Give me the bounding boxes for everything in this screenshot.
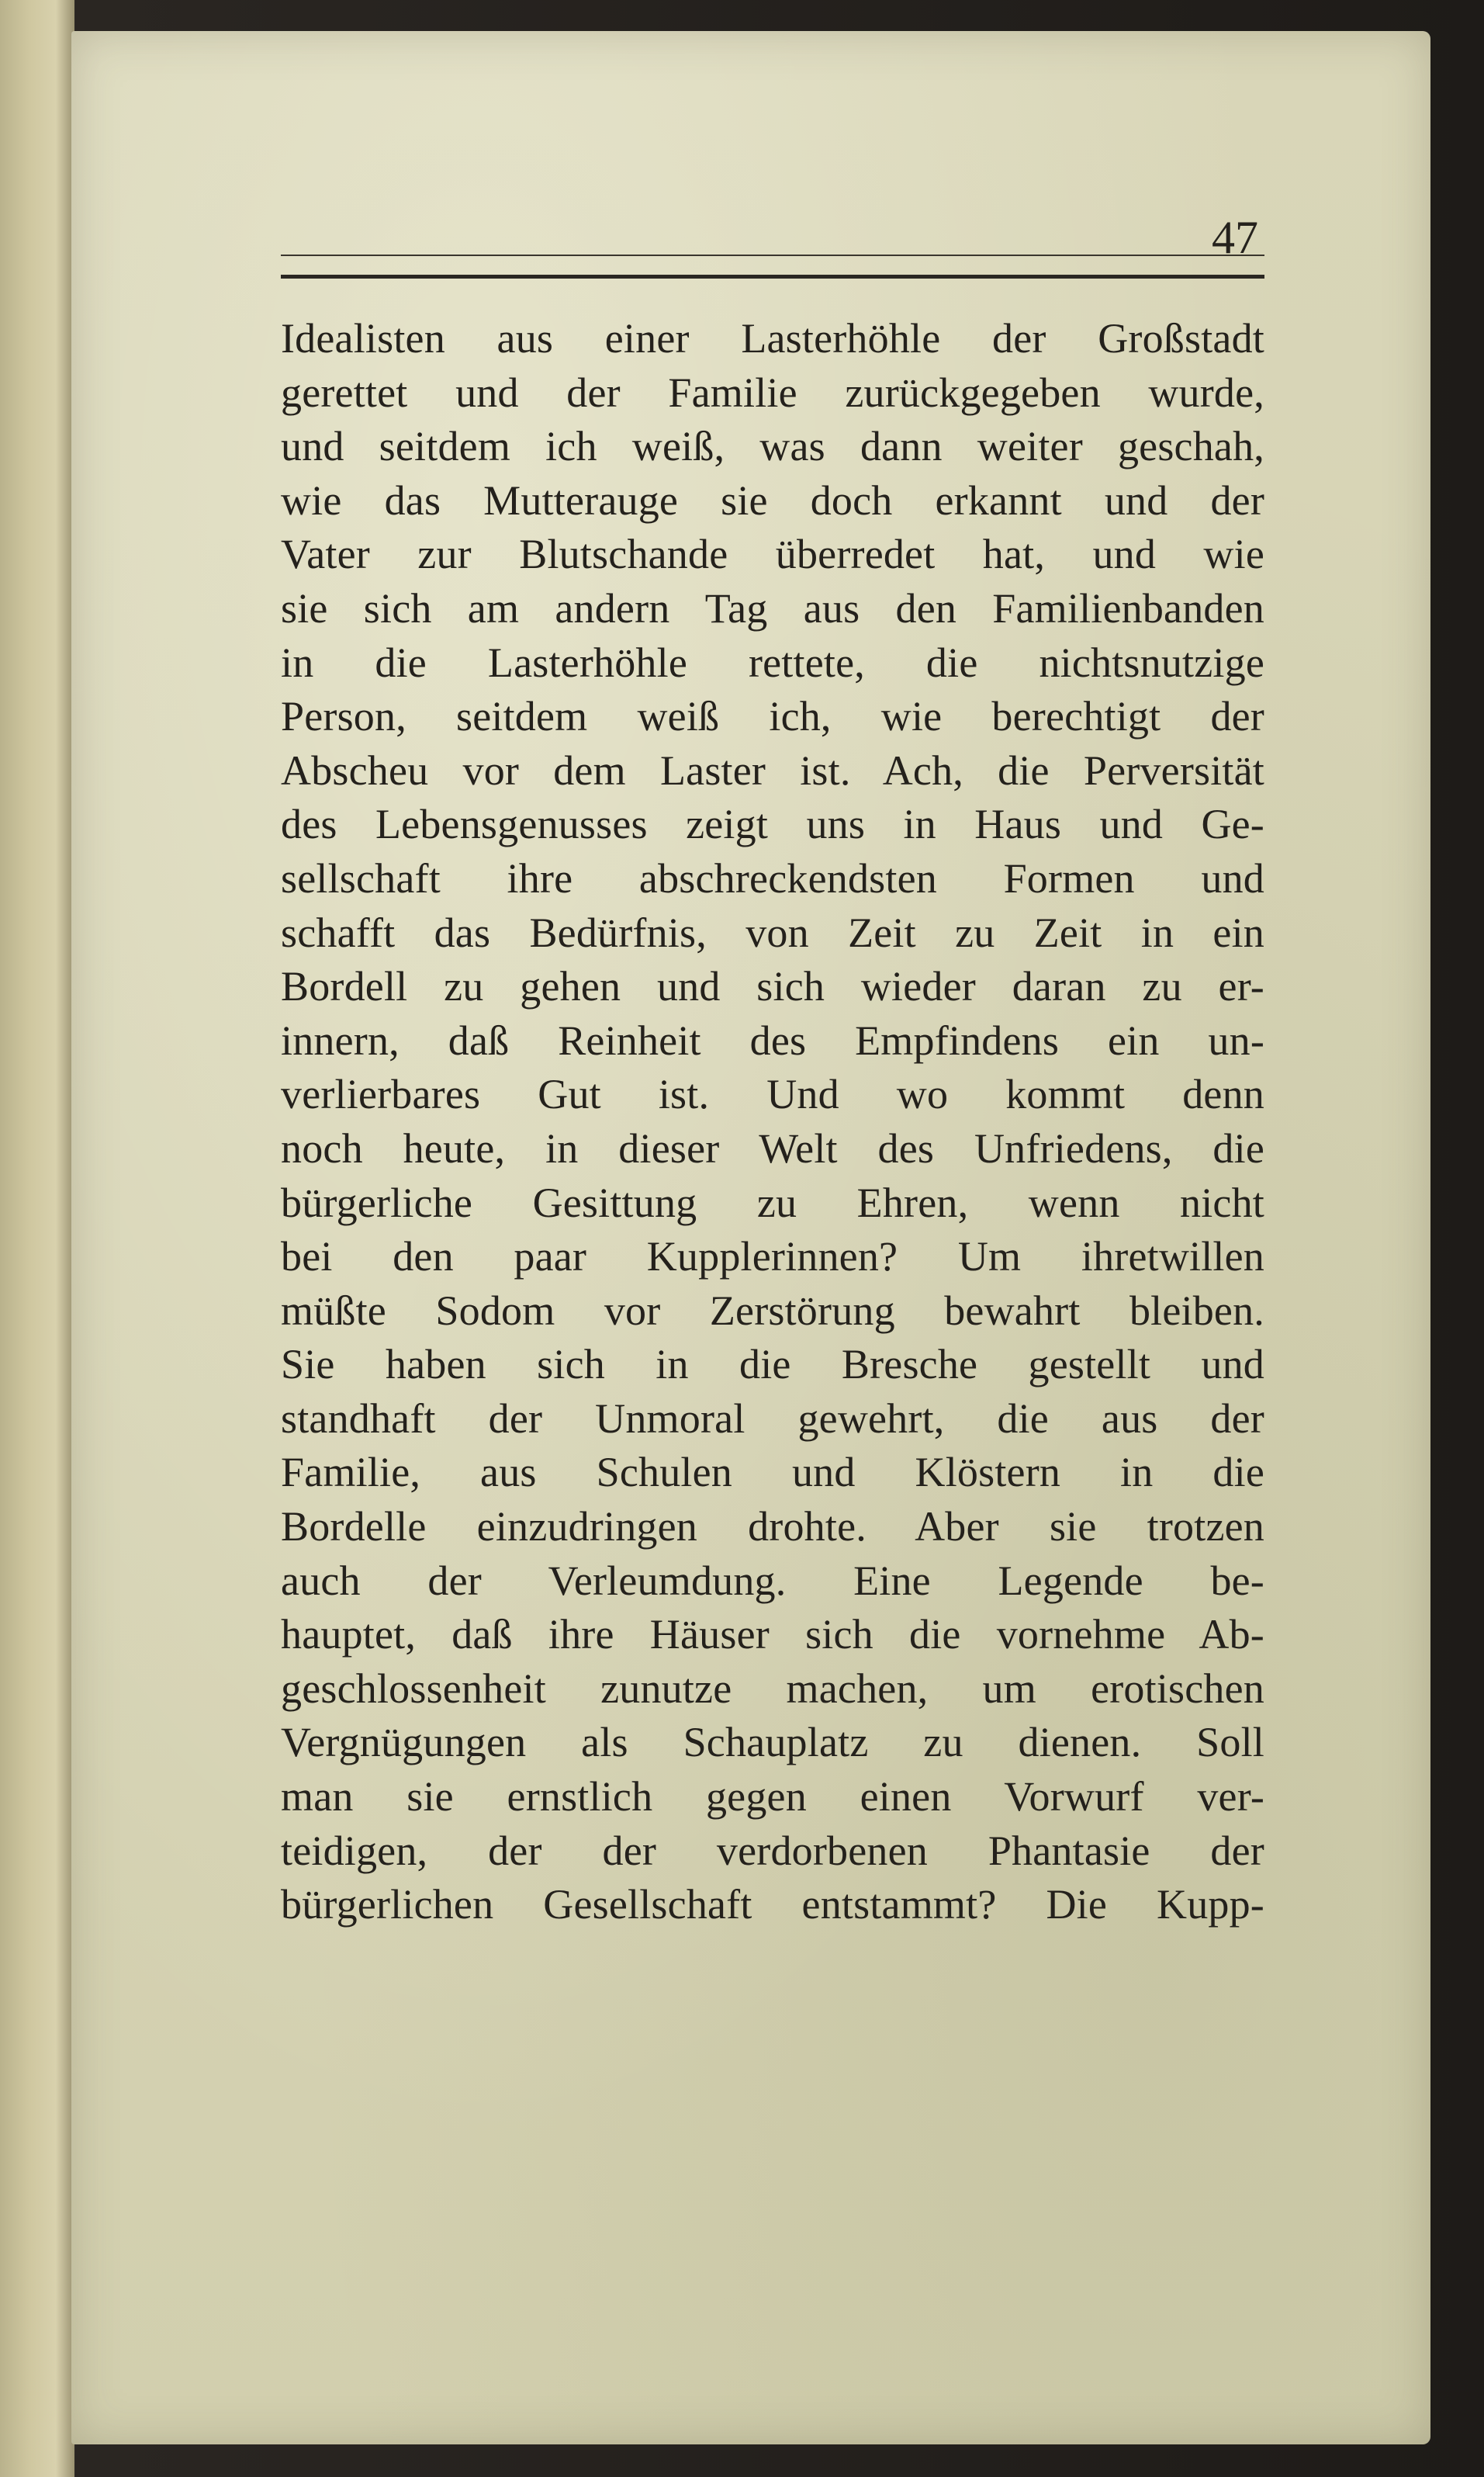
text-line: wie das Mutterauge sie doch erkannt und der xyxy=(281,476,1264,524)
text-line: Sie haben sich in die Bresche gestellt und xyxy=(281,1341,1264,1388)
header-rule-thick xyxy=(281,275,1264,279)
book-page xyxy=(71,31,1430,2444)
text-line: sie sich am andern Tag aus den Familienbanden xyxy=(281,584,1264,632)
body-text xyxy=(281,312,1264,1932)
text-line: und seitdem ich weiß, was dann weiter geschah, xyxy=(281,423,1264,470)
text-line: sellschaft ihre abschreckendsten Formen und xyxy=(281,854,1264,902)
text-line: gerettet und der Familie zurückgegeben wurde, xyxy=(281,369,1264,416)
text-line: Bordell zu gehen und sich wieder daran zu er- xyxy=(281,963,1264,1010)
text-line: innern, daß Reinheit des Empfindens ein un- xyxy=(281,1017,1264,1064)
text-line: müßte Sodom vor Zerstörung bewahrt bleiben. xyxy=(281,1287,1264,1334)
text-line: Idealisten aus einer Lasterhöhle der Großstadt xyxy=(281,315,1264,362)
text-line: auch der Verleumdung. Eine Legende be- xyxy=(281,1557,1264,1604)
text-line: Bordelle einzudringen drohte. Aber sie trotzen xyxy=(281,1503,1264,1550)
text-line: Person, seitdem weiß ich, wie berechtigt der xyxy=(281,693,1264,740)
header-rule-thin xyxy=(281,255,1264,256)
text-line: teidigen, der der verdorbenen Phantasie der xyxy=(281,1827,1264,1874)
text-line: bei den paar Kupplerinnen? Um ihretwillen xyxy=(281,1233,1264,1280)
text-line: in die Lasterhöhle rettete, die nichtsnutzige xyxy=(281,639,1264,686)
text-line: schafft das Bedürfnis, von Zeit zu Zeit in ein xyxy=(281,909,1264,956)
text-line: verlierbares Gut ist. Und wo kommt denn xyxy=(281,1071,1264,1118)
text-line: noch heute, in dieser Welt des Unfriedens, die xyxy=(281,1124,1264,1172)
text-line: des Lebensgenusses zeigt uns in Haus und Ge- xyxy=(281,801,1264,848)
text-line: standhaft der Unmoral gewehrt, die aus der xyxy=(281,1394,1264,1442)
text-line: Vater zur Blutschande überredet hat, und wie xyxy=(281,531,1264,578)
text-line: bürgerlichen Gesellschaft entstammt? Die Kupp- xyxy=(281,1881,1264,1928)
text-line: Abscheu vor dem Laster ist. Ach, die Perversität xyxy=(281,747,1264,794)
facing-page-edge xyxy=(0,0,74,2477)
text-line: hauptet, daß ihre Häuser sich die vornehme Ab- xyxy=(281,1611,1264,1658)
text-line: bürgerliche Gesittung zu Ehren, wenn nicht xyxy=(281,1179,1264,1226)
text-line: Familie, aus Schulen und Klöstern in die xyxy=(281,1449,1264,1496)
text-line: geschlossenheit zunutze machen, um erotischen xyxy=(281,1665,1264,1712)
text-line: Vergnügungen als Schauplatz zu dienen. Soll xyxy=(281,1719,1264,1766)
page-number: 47 xyxy=(1212,212,1258,263)
text-line: man sie ernstlich gegen einen Vorwurf ver- xyxy=(281,1773,1264,1821)
